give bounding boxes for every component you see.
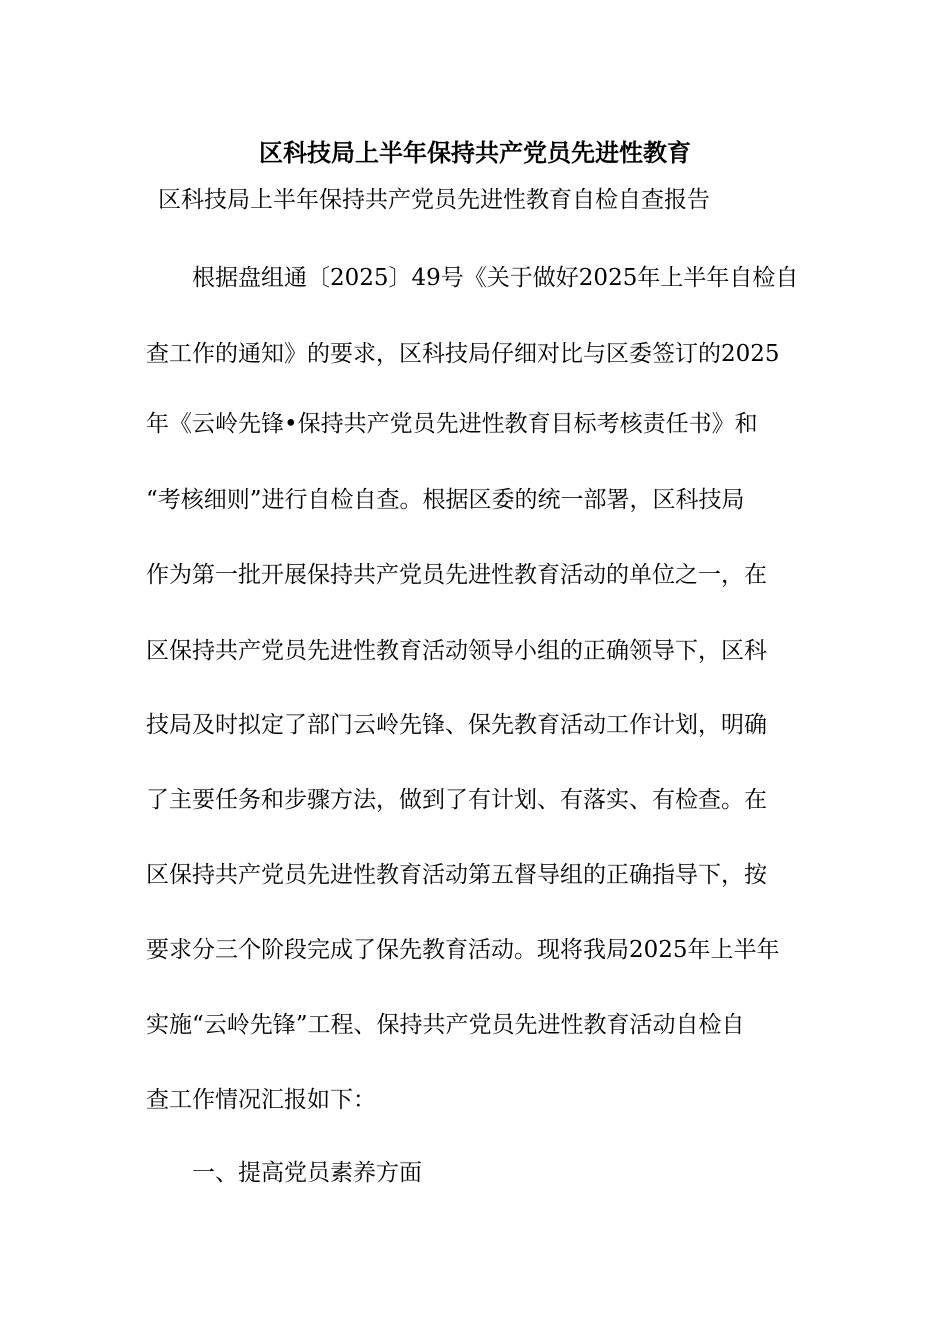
body-line: 要求分三个阶段完成了保先教育活动。现将我局2025年上半年 bbox=[146, 937, 780, 963]
body-line: 查工作情况汇报如下： bbox=[146, 1087, 376, 1113]
body-line: 作为第一批开展保持共产党员先进性教育活动的单位之一，在 bbox=[146, 562, 767, 588]
body-line: 根据盘组通〔2025〕49号《关于做好2025年上半年自检自 bbox=[192, 265, 799, 291]
section-heading: 一、提高党员素养方面 bbox=[192, 1160, 422, 1186]
body-line: 技局及时拟定了部门云岭先锋、保先教育活动工作计划，明确 bbox=[146, 712, 767, 738]
body-line: 区保持共产党员先进性教育活动第五督导组的正确指导下，按 bbox=[146, 862, 767, 888]
body-line: 实施“云岭先锋”工程、保持共产党员先进性教育活动自检自 bbox=[146, 1012, 745, 1038]
body-line: “考核细则”进行自检自查。根据区委的统一部署，区科技局 bbox=[146, 487, 745, 513]
body-line: 年《云岭先锋•保持共产党员先进性教育目标考核责任书》和 bbox=[146, 411, 758, 437]
body-line: 了主要任务和步骤方法，做到了有计划、有落实、有检查。在 bbox=[146, 787, 767, 813]
document-subtitle: 区科技局上半年保持共产党员先进性教育自检自查报告 bbox=[158, 187, 710, 213]
document-title: 区科技局上半年保持共产党员先进性教育 bbox=[259, 138, 691, 167]
body-line: 查工作的通知》的要求，区科技局仔细对比与区委签订的2025 bbox=[146, 341, 780, 367]
body-line: 区保持共产党员先进性教育活动领导小组的正确领导下，区科 bbox=[146, 638, 767, 664]
